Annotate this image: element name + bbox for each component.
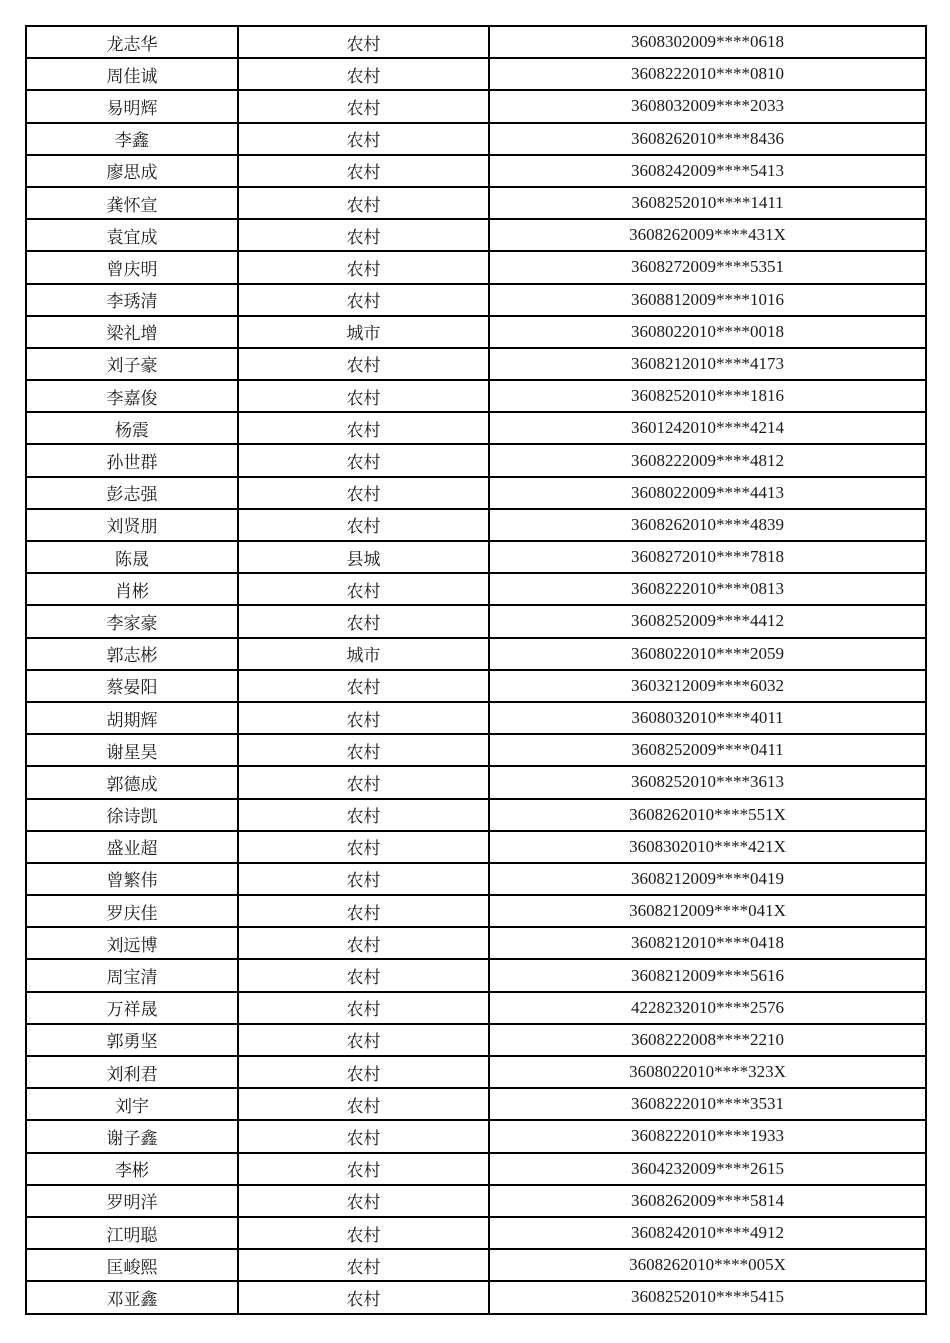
student-name-cell: 龙志华 [26,26,238,58]
id-number-cell: 3608212010****0418 [489,927,926,959]
student-name-cell: 陈晟 [26,541,238,573]
id-number-cell: 3603212009****6032 [489,670,926,702]
student-name-cell: 刘远博 [26,927,238,959]
residence-type-cell: 农村 [238,1185,489,1217]
student-name-cell: 蔡晏阳 [26,670,238,702]
residence-type-cell: 农村 [238,444,489,476]
student-name-cell: 罗庆佳 [26,895,238,927]
table-row [26,509,926,541]
residence-type-cell: 农村 [238,251,489,283]
residence-type-cell: 农村 [238,895,489,927]
id-number-cell: 3608212009****041X [489,895,926,927]
table-row [26,670,926,702]
student-name-cell: 谢星昊 [26,734,238,766]
table-row [26,799,926,831]
id-number-cell: 3608222010****3531 [489,1088,926,1120]
student-name-cell: 盛业超 [26,831,238,863]
residence-type-cell: 农村 [238,509,489,541]
student-name-cell: 江明聪 [26,1217,238,1249]
id-number-cell: 3608272010****7818 [489,541,926,573]
student-name-cell: 匡峻熙 [26,1249,238,1281]
residence-type-cell: 农村 [238,734,489,766]
residence-type-cell: 农村 [238,927,489,959]
table-row [26,477,926,509]
id-number-cell: 3608252010****1411 [489,187,926,219]
id-number-cell: 3608252010****3613 [489,766,926,798]
student-roster-table [25,25,927,1315]
residence-type-cell: 农村 [238,1088,489,1120]
table-row [26,348,926,380]
residence-type-cell: 农村 [238,863,489,895]
id-number-cell: 3608222010****0813 [489,573,926,605]
student-name-cell: 曾庆明 [26,251,238,283]
id-number-cell: 3608302010****421X [489,831,926,863]
id-number-cell: 3608022010****0018 [489,316,926,348]
table-row [26,1024,926,1056]
table-row [26,638,926,670]
id-number-cell: 4228232010****2576 [489,992,926,1024]
id-number-cell: 3608262010****8436 [489,123,926,155]
residence-type-cell: 农村 [238,702,489,734]
id-number-cell: 3608212009****5616 [489,959,926,991]
id-number-cell: 3608022010****2059 [489,638,926,670]
residence-type-cell: 农村 [238,1281,489,1313]
student-name-cell: 罗明洋 [26,1185,238,1217]
id-number-cell: 3601242010****4214 [489,412,926,444]
table-row [26,959,926,991]
id-number-cell: 3608262010****4839 [489,509,926,541]
table-row [26,863,926,895]
residence-type-cell: 农村 [238,1249,489,1281]
table-row [26,58,926,90]
student-name-cell: 孙世群 [26,444,238,476]
table-row [26,316,926,348]
student-name-cell: 李琇清 [26,284,238,316]
id-number-cell: 3608262009****5814 [489,1185,926,1217]
residence-type-cell: 县城 [238,541,489,573]
id-number-cell: 3604232009****2615 [489,1153,926,1185]
table-row [26,1120,926,1152]
table-row [26,187,926,219]
id-number-cell: 3608022010****323X [489,1056,926,1088]
id-number-cell: 3608222008****2210 [489,1024,926,1056]
student-name-cell: 刘利君 [26,1056,238,1088]
id-number-cell: 3608252009****4412 [489,605,926,637]
student-name-cell: 周佳诚 [26,58,238,90]
student-name-cell: 李彬 [26,1153,238,1185]
id-number-cell: 3608032010****4011 [489,702,926,734]
table-row [26,573,926,605]
table-row [26,90,926,122]
table-row [26,284,926,316]
student-name-cell: 刘宇 [26,1088,238,1120]
id-number-cell: 3608252010****1816 [489,380,926,412]
student-name-cell: 李家豪 [26,605,238,637]
residence-type-cell: 城市 [238,638,489,670]
table-row [26,895,926,927]
residence-type-cell: 农村 [238,766,489,798]
residence-type-cell: 农村 [238,831,489,863]
id-number-cell: 3608022009****4413 [489,477,926,509]
residence-type-cell: 农村 [238,412,489,444]
student-name-cell: 刘子豪 [26,348,238,380]
table-row [26,412,926,444]
student-name-cell: 易明辉 [26,90,238,122]
residence-type-cell: 农村 [238,1024,489,1056]
table-row [26,927,926,959]
residence-type-cell: 农村 [238,992,489,1024]
table-row [26,444,926,476]
table-row [26,155,926,187]
residence-type-cell: 农村 [238,1217,489,1249]
student-name-cell: 谢子鑫 [26,1120,238,1152]
table-row [26,1281,926,1313]
student-name-cell: 刘贤朋 [26,509,238,541]
residence-type-cell: 农村 [238,123,489,155]
residence-type-cell: 农村 [238,219,489,251]
table-row [26,26,926,58]
id-number-cell: 3608812009****1016 [489,284,926,316]
student-name-cell: 邓亚鑫 [26,1281,238,1313]
student-name-cell: 廖思成 [26,155,238,187]
residence-type-cell: 农村 [238,670,489,702]
student-name-cell: 肖彬 [26,573,238,605]
table-row [26,1056,926,1088]
student-name-cell: 李鑫 [26,123,238,155]
residence-type-cell: 农村 [238,1153,489,1185]
residence-type-cell: 农村 [238,605,489,637]
table-row [26,1217,926,1249]
residence-type-cell: 农村 [238,959,489,991]
id-number-cell: 3608032009****2033 [489,90,926,122]
table-row [26,1249,926,1281]
table-row [26,380,926,412]
table-row [26,251,926,283]
table-row [26,734,926,766]
id-number-cell: 3608222010****1933 [489,1120,926,1152]
student-name-cell: 李嘉俊 [26,380,238,412]
table-row [26,992,926,1024]
table-row [26,541,926,573]
table-row [26,702,926,734]
table-row [26,766,926,798]
id-number-cell: 3608252009****0411 [489,734,926,766]
residence-type-cell: 城市 [238,316,489,348]
id-number-cell: 3608262010****005X [489,1249,926,1281]
residence-type-cell: 农村 [238,1120,489,1152]
residence-type-cell: 农村 [238,348,489,380]
id-number-cell: 3608262009****431X [489,219,926,251]
student-name-cell: 杨震 [26,412,238,444]
residence-type-cell: 农村 [238,477,489,509]
table-body [26,26,926,1314]
table-row [26,219,926,251]
student-name-cell: 郭志彬 [26,638,238,670]
id-number-cell: 3608242010****4912 [489,1217,926,1249]
id-number-cell: 3608212009****0419 [489,863,926,895]
id-number-cell: 3608212010****4173 [489,348,926,380]
student-name-cell: 龚怀宣 [26,187,238,219]
residence-type-cell: 农村 [238,573,489,605]
table-row [26,1153,926,1185]
residence-type-cell: 农村 [238,26,489,58]
student-name-cell: 周宝清 [26,959,238,991]
residence-type-cell: 农村 [238,380,489,412]
residence-type-cell: 农村 [238,58,489,90]
student-name-cell: 万祥晟 [26,992,238,1024]
residence-type-cell: 农村 [238,284,489,316]
student-name-cell: 彭志强 [26,477,238,509]
residence-type-cell: 农村 [238,187,489,219]
residence-type-cell: 农村 [238,155,489,187]
residence-type-cell: 农村 [238,799,489,831]
table-row [26,1088,926,1120]
student-name-cell: 曾繁伟 [26,863,238,895]
student-name-cell: 袁宜成 [26,219,238,251]
table-row [26,831,926,863]
student-name-cell: 徐诗凯 [26,799,238,831]
table-row [26,123,926,155]
table-row [26,1185,926,1217]
table-row [26,605,926,637]
residence-type-cell: 农村 [238,1056,489,1088]
id-number-cell: 3608272009****5351 [489,251,926,283]
id-number-cell: 3608222010****0810 [489,58,926,90]
id-number-cell: 3608222009****4812 [489,444,926,476]
student-name-cell: 梁礼增 [26,316,238,348]
student-name-cell: 郭勇坚 [26,1024,238,1056]
id-number-cell: 3608302009****0618 [489,26,926,58]
student-name-cell: 郭德成 [26,766,238,798]
id-number-cell: 3608262010****551X [489,799,926,831]
id-number-cell: 3608242009****5413 [489,155,926,187]
residence-type-cell: 农村 [238,90,489,122]
student-name-cell: 胡期辉 [26,702,238,734]
id-number-cell: 3608252010****5415 [489,1281,926,1313]
